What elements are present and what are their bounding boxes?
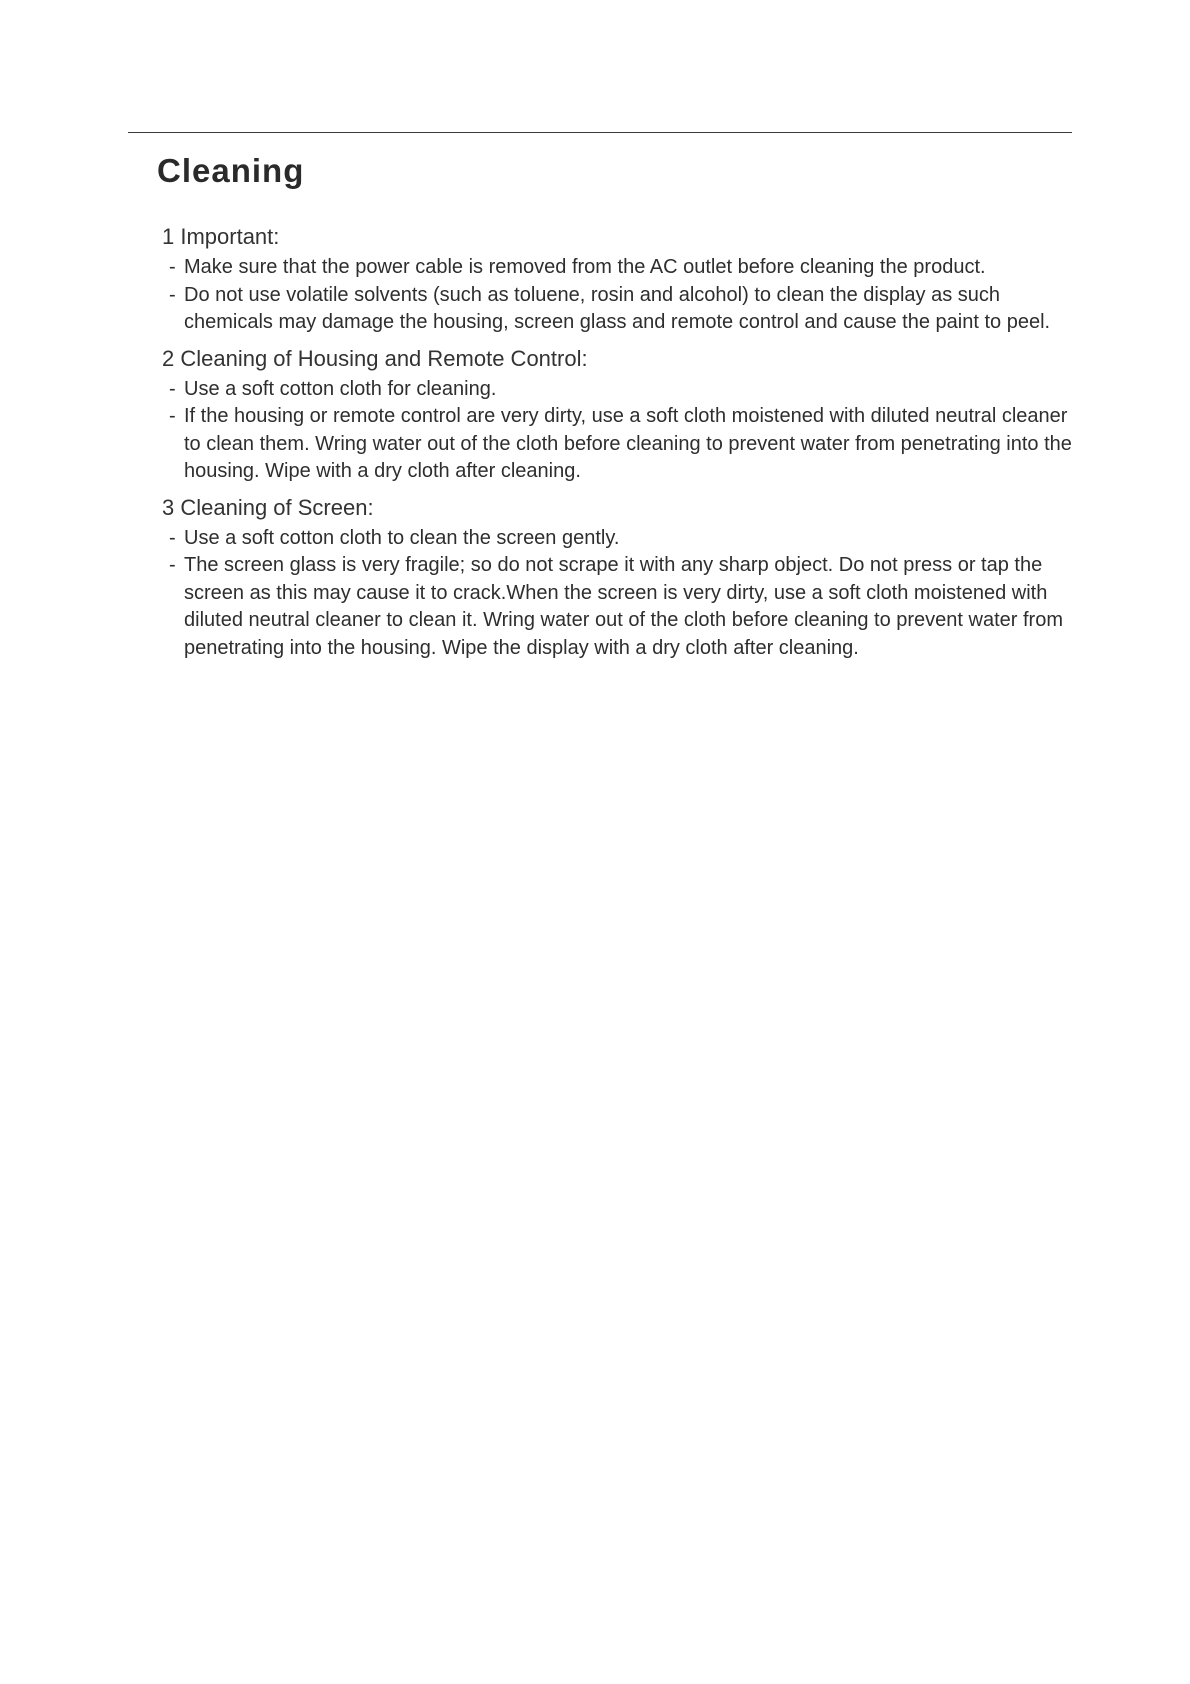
header-rule <box>128 132 1072 133</box>
list-item <box>162 525 1074 553</box>
section-housing-remote <box>162 344 1082 486</box>
bullet-dash: - <box>169 405 176 427</box>
list-item <box>162 403 1074 486</box>
section-screen <box>162 493 1082 663</box>
cleaning-content <box>162 222 1082 662</box>
item-text: Use a soft cotton cloth to clean the screen gently. <box>184 526 620 549</box>
bullet-dash: - <box>169 283 176 306</box>
section-heading: 2 Cleaning of Housing and Remote Control: <box>162 345 588 371</box>
bullet-dash: - <box>169 377 176 400</box>
page-title: Cleaning <box>157 152 305 189</box>
bullet-dash: - <box>169 526 176 549</box>
item-text: Use a soft cotton cloth for cleaning. <box>184 377 497 400</box>
item-text: If the housing or remote control are very dirty, use a soft cloth moistened with diluted neutral cleaner to clean them. Wring water out of the cloth before cleaning to prevent water from penetrating into the housing. Wipe with a dry cloth after cleaning. <box>184 405 1072 482</box>
item-text: The screen glass is very fragile; so do not scrape it with any sharp object. Do not press or tap the screen as this may cause it to crack.When the screen is very dirty, use a soft cloth moistened with diluted neutral cleaner to clean it. Wring water out of the cloth before cleaning to prevent water from penetrating into the housing. Wipe the display with a dry cloth after cleaning. <box>184 554 1064 659</box>
section-heading: 1 Important: <box>162 224 280 249</box>
item-text: Do not use volatile solvents (such as toluene, rosin and alcohol) to clean the display as such chemicals may damage the housing, screen glass and remote control and cause the paint to peel. <box>184 283 1051 333</box>
list-item <box>162 254 1074 282</box>
section-important <box>162 222 1082 337</box>
section-heading: 3 Cleaning of Screen: <box>162 494 374 520</box>
list-item <box>162 282 1074 337</box>
bullet-dash: - <box>169 256 176 278</box>
item-text: Make sure that the power cable is removed from the AC outlet before cleaning the product. <box>184 256 986 278</box>
list-item <box>162 376 1074 404</box>
list-item <box>162 552 1074 662</box>
bullet-dash: - <box>169 554 176 576</box>
